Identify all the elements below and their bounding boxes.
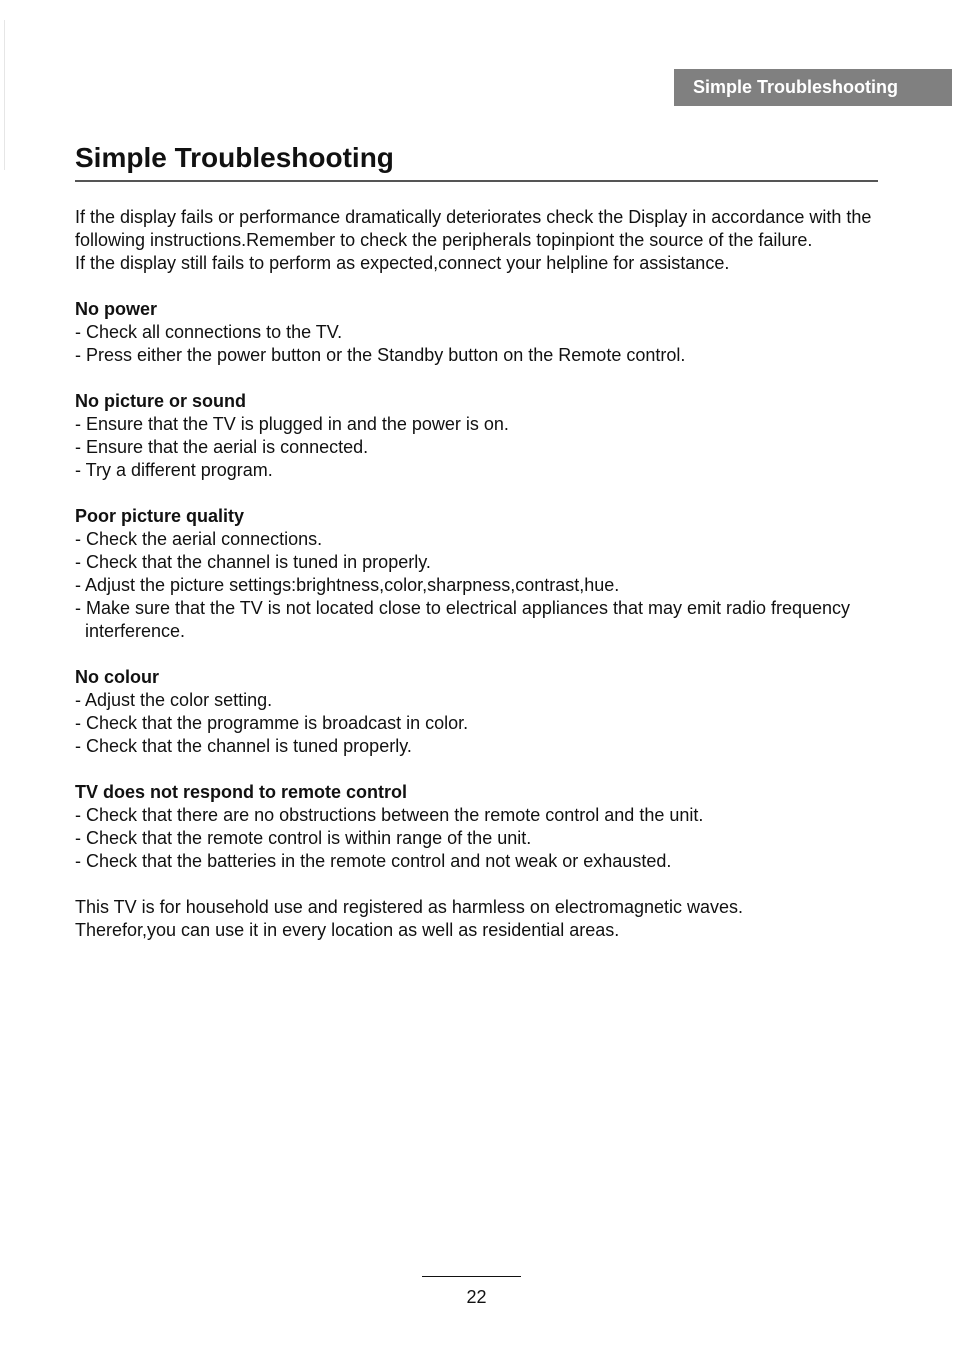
page-content: [75, 206, 878, 942]
title-divider: [75, 180, 878, 182]
list-item: - Check that the programme is broadcast in color.: [75, 713, 469, 733]
intro-text: [75, 206, 878, 275]
footer-divider: [422, 1276, 521, 1277]
list-item: - Check the aerial connections.: [75, 529, 323, 549]
closing-paragraph: Therefor,you can use it in every location as well as residential areas.: [75, 920, 620, 940]
intro-paragraph: If the display still fails to perform as expected,connect your helpline for assistance.: [75, 253, 730, 273]
list-item: - Press either the power button or the Standby button on the Remote control.: [75, 345, 686, 365]
page-title: Simple Troubleshooting: [75, 142, 394, 173]
section-poor-picture-quality: [75, 505, 878, 643]
section-items: [75, 413, 878, 482]
section-heading: No colour: [75, 667, 159, 687]
section-no-power: [75, 298, 878, 367]
list-item: - Check that the channel is tuned in properly.: [75, 552, 431, 572]
closing-text: [75, 896, 878, 942]
page-number: 22: [466, 1287, 487, 1307]
section-items: [75, 528, 878, 643]
section-items: [75, 689, 878, 758]
section-remote-control: [75, 781, 878, 873]
list-item: - Ensure that the aerial is connected.: [75, 437, 369, 457]
list-item: - Check that the remote control is within range of the unit.: [75, 828, 532, 848]
section-heading: No power: [75, 299, 158, 319]
list-item: - Check that the channel is tuned properly.: [75, 736, 412, 756]
section-no-picture-or-sound: [75, 390, 878, 482]
list-item: - Try a different program.: [75, 460, 273, 480]
left-margin-rule: [4, 20, 5, 170]
section-no-colour: [75, 666, 878, 758]
section-heading: Poor picture quality: [75, 506, 245, 526]
section-header-tab: Simple Troubleshooting: [674, 69, 952, 106]
section-items: [75, 321, 878, 367]
list-item: - Adjust the color setting.: [75, 690, 273, 710]
closing-paragraph: This TV is for household use and registered as harmless on electromagnetic waves.: [75, 897, 744, 917]
list-item: - Check that the batteries in the remote control and not weak or exhausted.: [75, 851, 672, 871]
list-item: - Adjust the picture settings:brightness,color,sharpness,contrast,hue.: [75, 575, 620, 595]
section-items: [75, 804, 878, 873]
section-heading: No picture or sound: [75, 391, 246, 411]
list-item: - Check all connections to the TV.: [75, 322, 343, 342]
intro-paragraph: If the display fails or performance dramatically deteriorates check the Display in accordance with the following instructions.Remember to check the peripherals topinpiont the source of the failure.: [75, 207, 872, 250]
list-item: - Make sure that the TV is not located close to electrical appliances that may emit radio frequency interference.: [75, 598, 851, 641]
list-item: - Check that there are no obstructions between the remote control and the unit.: [75, 805, 704, 825]
list-item: - Ensure that the TV is plugged in and the power is on.: [75, 414, 509, 434]
section-heading: TV does not respond to remote control: [75, 782, 408, 802]
